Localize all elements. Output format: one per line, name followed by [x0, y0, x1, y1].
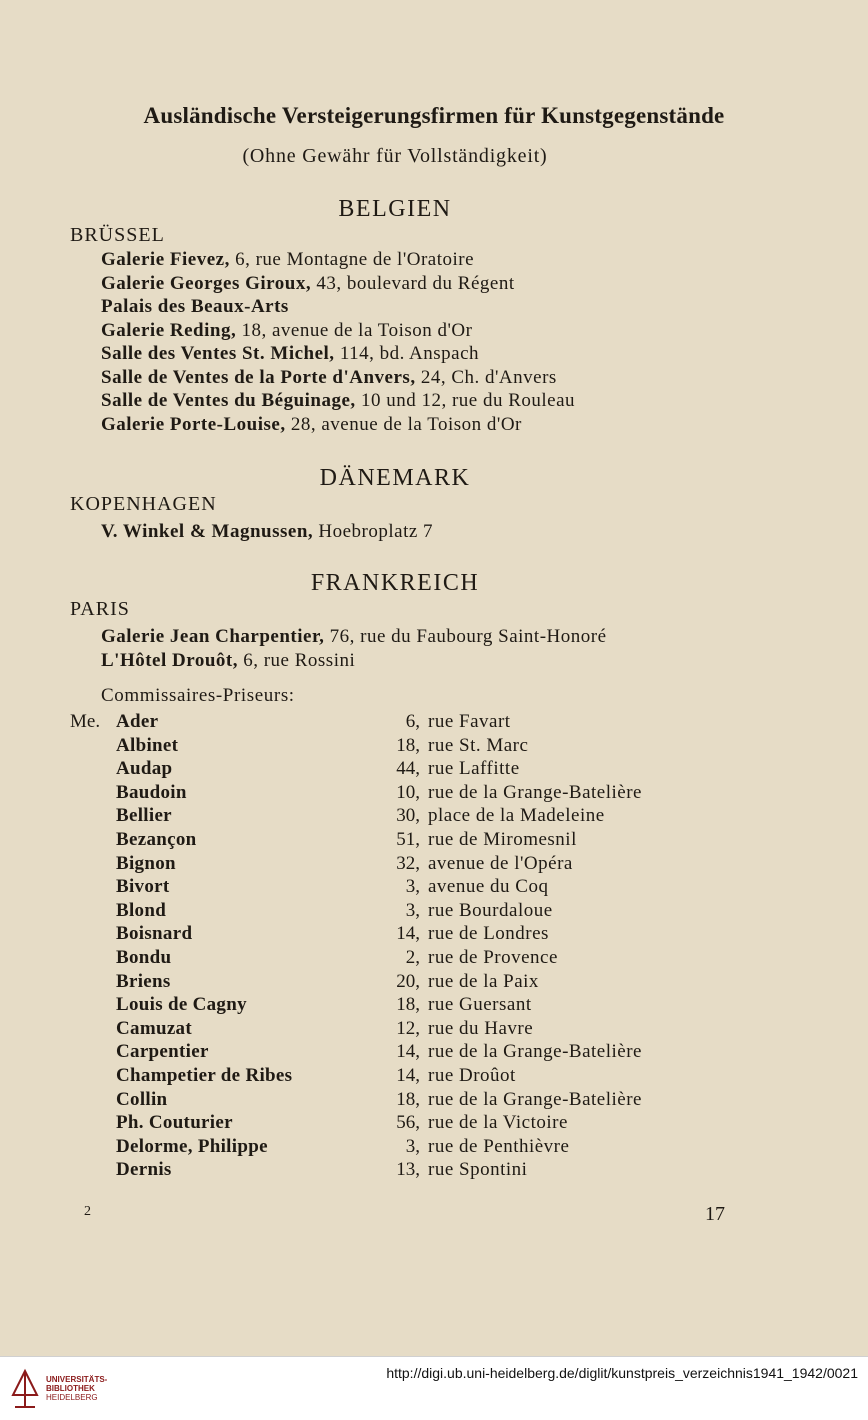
house-number: 14,: [396, 923, 420, 945]
auctioneer-row: [0, 1136, 868, 1160]
firm-entry: [101, 414, 522, 436]
auctioneer-row: [0, 923, 868, 947]
firm-entry: [101, 367, 557, 389]
auctioneer-name: Louis de Cagny: [116, 994, 247, 1016]
auctioneer-name: Champetier de Ribes: [116, 1065, 293, 1086]
firm-address: 10 und 12, rue du Rouleau: [355, 390, 576, 411]
house-number: 20,: [396, 970, 420, 992]
auctioneer-row: [0, 782, 868, 806]
firm-entry: [101, 650, 355, 672]
street-name: rue de Miromesnil: [428, 829, 577, 850]
auctioneer-row: [0, 1089, 868, 1113]
auctioneer-row: [0, 1065, 868, 1089]
university-library-logo-icon: [10, 1367, 40, 1411]
firm-name: Salle de Ventes du Béguinage,: [101, 390, 356, 411]
auctioneer-row: [0, 805, 868, 829]
source-url[interactable]: http://digi.ub.uni-heidelberg.de/diglit/kunstpreis_verzeichnis1941_1942/0021: [386, 1365, 858, 1381]
firm-name: Salle de Ventes de la Porte d'Anvers,: [101, 366, 416, 388]
auctioneer-name: Briens: [116, 970, 171, 992]
country-heading-frankreich: FRANKREICH: [310, 570, 480, 596]
street-name: rue St. Marc: [428, 734, 529, 756]
street-name: rue de la Grange-Batelière: [428, 1088, 642, 1110]
signature-mark: 2: [84, 1204, 91, 1219]
auctioneer-name: Camuzat: [116, 1017, 192, 1039]
library-name-line: BIBLIOTHEK: [46, 1384, 95, 1393]
house-number: 51,: [396, 829, 420, 850]
auctioneer-name: Dernis: [116, 1159, 172, 1181]
firm-name: Galerie Georges Giroux,: [101, 272, 312, 294]
house-number: 32,: [396, 852, 420, 874]
street-name: rue de Penthièvre: [428, 1135, 570, 1157]
firm-entry: [101, 320, 472, 342]
auctioneer-row: [0, 829, 868, 853]
street-name: rue Favart: [428, 711, 511, 732]
firm-address: 76, rue du Faubourg Saint-Honoré: [324, 626, 607, 647]
firm-name: Galerie Porte-Louise,: [101, 413, 286, 435]
auctioneer-name: Bondu: [116, 947, 172, 968]
house-number: 10,: [396, 781, 420, 803]
city-heading-paris: PARIS: [70, 598, 130, 620]
street-name: rue de la Grange-Batelière: [428, 1041, 642, 1063]
auctioneer-row: [0, 994, 868, 1018]
house-number: 14,: [396, 1041, 420, 1063]
street-name: rue de Londres: [428, 923, 549, 945]
house-number: 56,: [396, 1112, 420, 1134]
street-name: rue du Havre: [428, 1017, 534, 1039]
firm-entry: [101, 249, 474, 271]
auctioneer-row: [0, 711, 868, 735]
country-heading-belgien: BELGIEN: [338, 196, 452, 222]
auctioneer-name: Bivort: [116, 876, 170, 898]
auctioneer-row: [0, 735, 868, 759]
street-name: rue Droûot: [428, 1065, 516, 1086]
firm-name: V. Winkel & Magnussen,: [101, 521, 314, 542]
auctioneer-name: Bezançon: [116, 829, 197, 850]
house-number: 14,: [396, 1065, 420, 1086]
auctioneer-row: [0, 900, 868, 924]
firm-address: 6, rue Montagne de l'Oratoire: [229, 249, 475, 270]
library-name-line: HEIDELBERG: [46, 1393, 98, 1402]
house-number: 6,: [405, 711, 420, 732]
firm-name: L'Hôtel Drouôt,: [101, 649, 238, 671]
library-name-line: UNIVERSITÄTS-: [46, 1375, 108, 1384]
auctioneer-name: Carpentier: [116, 1041, 209, 1063]
street-name: rue Laffitte: [428, 758, 520, 780]
auctioneer-name: Blond: [116, 899, 167, 921]
firm-address: 18, avenue de la Toison d'Or: [236, 319, 473, 341]
auctioneer-name: Albinet: [116, 734, 179, 756]
firm-address: 24, Ch. d'Anvers: [415, 366, 557, 388]
page-number: 17: [705, 1203, 725, 1225]
house-number: 3,: [405, 876, 420, 898]
street-name: rue Bourdaloue: [428, 899, 553, 921]
auctioneer-name: Baudoin: [116, 781, 187, 803]
house-number: 18,: [396, 994, 420, 1016]
house-number: 18,: [396, 734, 420, 756]
library-footer: [0, 1356, 868, 1420]
auctioneer-name: Delorme, Philippe: [116, 1135, 268, 1157]
auctioneer-row: [0, 758, 868, 782]
auctioneer-name: Bignon: [116, 852, 176, 874]
street-name: rue de la Victoire: [428, 1112, 568, 1134]
commissaires-priseurs-label: Commissaires-Priseurs:: [101, 685, 295, 706]
house-number: 44,: [396, 758, 420, 780]
street-name: rue de Provence: [428, 947, 558, 968]
firm-name: Galerie Jean Charpentier,: [101, 626, 325, 647]
firm-address: 28, avenue de la Toison d'Or: [285, 413, 522, 435]
house-number: 3,: [405, 899, 420, 921]
firm-entry: [101, 390, 575, 412]
firm-entry: [101, 343, 479, 365]
page-title: Ausländische Versteigerungsfirmen für Kunstgegenstände: [143, 103, 725, 128]
auctioneer-row: [0, 876, 868, 900]
house-number: 13,: [396, 1159, 420, 1181]
firm-entry: [101, 626, 607, 648]
auctioneer-name: Boisnard: [116, 923, 193, 945]
street-name: rue de la Paix: [428, 970, 539, 992]
auctioneer-name: Ph. Couturier: [116, 1112, 233, 1134]
auctioneer-row: [0, 853, 868, 877]
street-name: avenue de l'Opéra: [428, 852, 573, 874]
firm-entry: [101, 296, 289, 318]
firm-name: Salle des Ventes St. Michel,: [101, 343, 335, 364]
auctioneer-name: Bellier: [116, 805, 172, 827]
firm-name: Galerie Reding,: [101, 319, 237, 341]
house-number: 30,: [396, 805, 420, 827]
firm-address: 43, boulevard du Régent: [311, 272, 515, 294]
house-number: 3,: [405, 1135, 420, 1157]
auctioneer-row: [0, 1112, 868, 1136]
auctioneer-name: Ader: [116, 711, 159, 732]
city-heading-kopenhagen: KOPENHAGEN: [70, 493, 217, 515]
auctioneer-row: [0, 1159, 868, 1183]
street-name: avenue du Coq: [428, 876, 549, 898]
house-number: 2,: [405, 947, 420, 968]
house-number: 12,: [396, 1017, 420, 1039]
street-name: rue Spontini: [428, 1159, 528, 1181]
firm-name: Palais des Beaux-Arts: [101, 296, 289, 317]
auctioneer-row: [0, 1041, 868, 1065]
firm-entry: [101, 273, 515, 295]
auctioneer-row: [0, 947, 868, 971]
auctioneer-row: [0, 971, 868, 995]
auctioneer-name: Audap: [116, 758, 173, 780]
auctioneer-name: Collin: [116, 1088, 168, 1110]
firm-name: Galerie Fievez,: [101, 249, 230, 270]
street-name: rue Guersant: [428, 994, 532, 1016]
country-heading-daenemark: DÄNEMARK: [319, 465, 471, 491]
me-prefix: Me.: [70, 711, 101, 732]
city-heading-bruessel: BRÜSSEL: [70, 224, 165, 246]
firm-entry: [101, 521, 433, 543]
firm-address: 6, rue Rossini: [237, 649, 356, 671]
street-name: place de la Madeleine: [428, 805, 605, 827]
auctioneer-row: [0, 1018, 868, 1042]
page-subtitle: (Ohne Gewähr für Vollständigkeit): [242, 145, 548, 167]
firm-address: 114, bd. Anspach: [334, 343, 480, 364]
street-name: rue de la Grange-Batelière: [428, 781, 642, 803]
firm-address: Hoebroplatz 7: [313, 521, 434, 542]
house-number: 18,: [396, 1088, 420, 1110]
library-name: [46, 1375, 107, 1402]
